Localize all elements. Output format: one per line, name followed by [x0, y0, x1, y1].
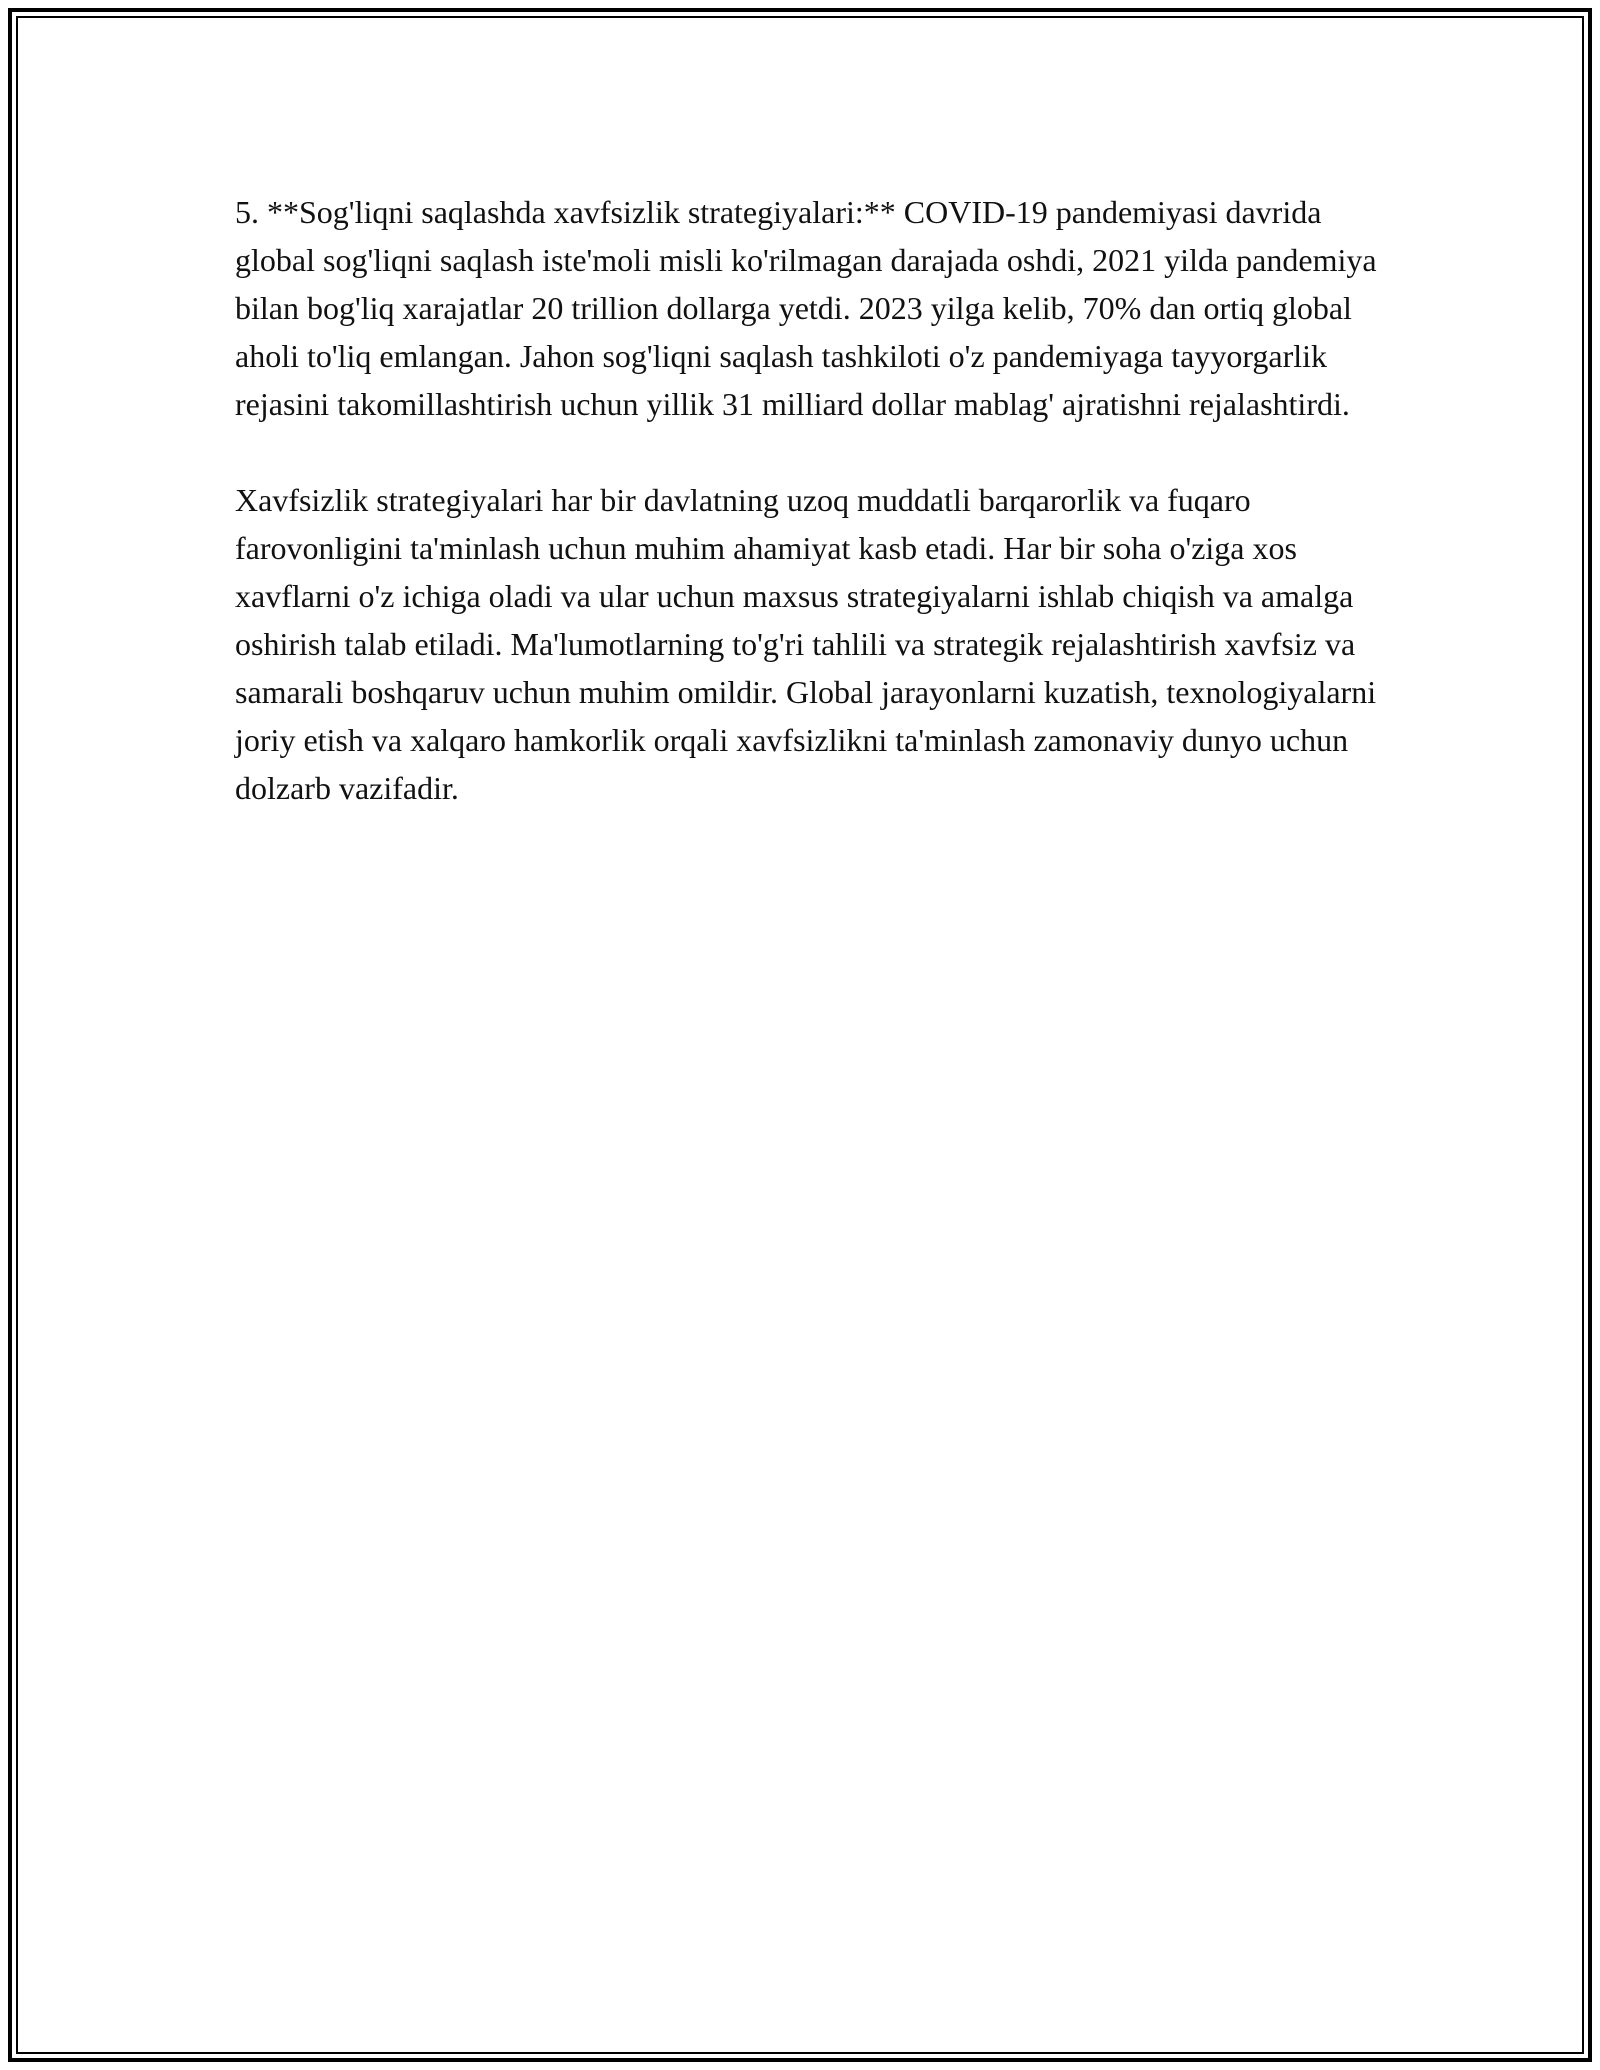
document-body	[235, 188, 1385, 860]
paragraph-security-strategies-summary: Xavfsizlik strategiyalari har bir davlatning uzoq muddatli barqarorlik va fuqaro farovonligini ta'minlash uchun muhim ahamiyat kasb etadi. Har bir soha o'ziga xos xavflarni o'z ichiga oladi va ular uchun maxsus strategiyalarni ishlab chiqish va amalga oshirish talab etiladi. Ma'lumotlarning to'g'ri tahlili va strategik rejalashtirish xavfsiz va samarali boshqaruv uchun muhim omildir. Global jarayonlarni kuzatish, texnologiyalarni joriy etish va xalqaro hamkorlik orqali xavfsizlikni ta'minlash zamonaviy dunyo uchun dolzarb vazifadir.	[235, 482, 1377, 806]
paragraph-healthcare-security: 5. **Sog'liqni saqlashda xavfsizlik strategiyalari:** COVID-19 pandemiyasi davrida global sog'liqni saqlash iste'moli misli ko'rilmagan darajada oshdi, 2021 yilda pandemiya bilan bog'liq xarajatlar 20 trillion dollarga yetdi. 2023 yilga kelib, 70% dan ortiq global aholi to'liq emlangan. Jahon sog'liqni saqlash tashkiloti o'z pandemiyaga tayyorgarlik rejasini takomillashtirish uchun yillik 31 milliard dollar mablag' ajratishni rejalashtirdi.	[235, 194, 1377, 422]
